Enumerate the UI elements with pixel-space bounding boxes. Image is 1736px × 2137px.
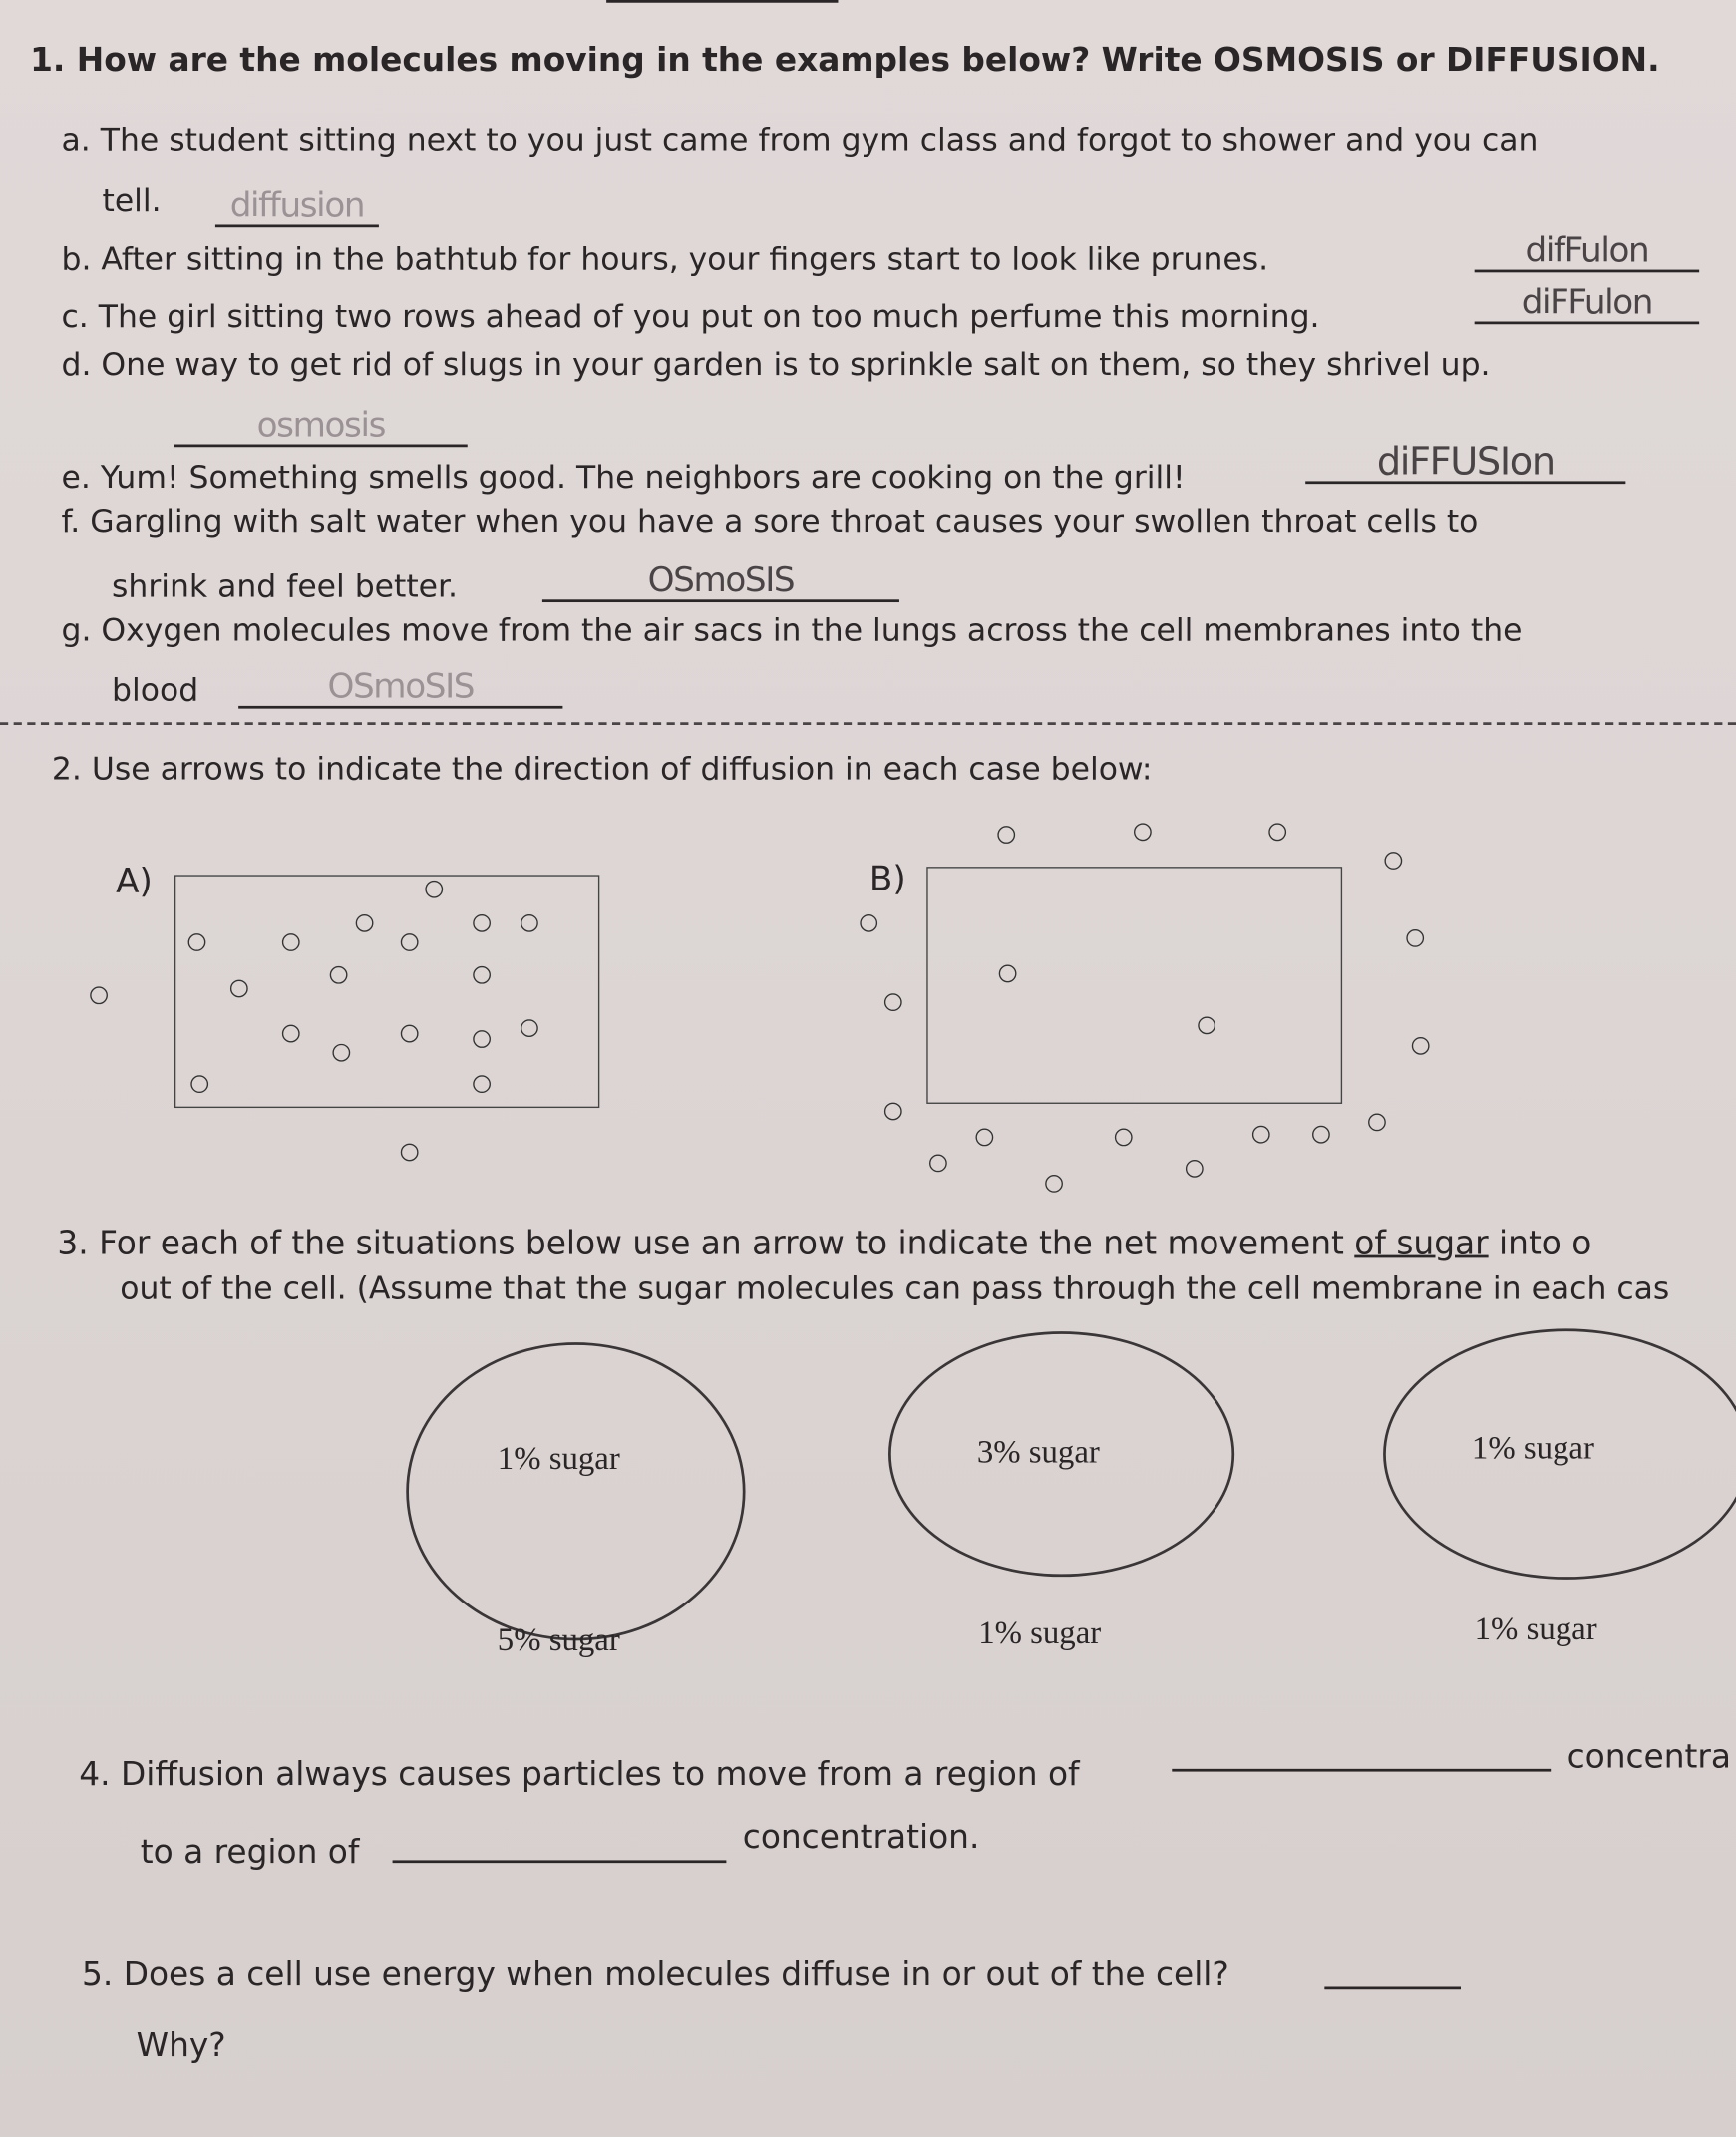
q4-blank-1[interactable] [1172,1769,1551,1772]
q3-prompt2: out of the cell. (Assume that the sugar molecules can pass through the cell membrane in each cas [120,1271,1670,1307]
molecule-dot [190,1075,208,1093]
molecule-dot [1268,823,1286,841]
q1d-text: d. One way to get rid of slugs in your garden is to sprinkle salt on them, so they shrivel up. [61,347,1491,384]
diagram-b-box[interactable] [926,867,1342,1104]
q1g-text: g. Oxygen molecules move from the air sacs in the lungs across the cell membranes into the [61,612,1523,649]
molecule-dot [1412,1037,1430,1055]
molecule-dot [473,914,491,932]
q1c-text: c. The girl sitting two rows ahead of you put on too much perfume this morning. [61,299,1320,336]
top-line [606,0,838,3]
molecule-dot [473,966,491,984]
q5-why: Why? [136,2026,226,2065]
q1g-answer[interactable]: OSmoSIS [238,668,562,709]
molecule-dot [884,1103,902,1121]
molecule-dot [521,914,538,932]
molecule-dot [90,986,108,1004]
q3-prompt-start: 3. For each of the situations below use an arrow to indicate the net movement [57,1224,1355,1262]
molecule-dot [401,1144,419,1162]
q2-label-b: B) [868,858,906,898]
q1c-answer[interactable]: diFFulon [1475,283,1699,324]
q2-prompt: 2. Use arrows to indicate the direction of diffusion in each case below: [51,752,1153,788]
cell-2-inside: 3% sugar [976,1435,1100,1471]
molecule-dot [1312,1126,1330,1144]
q1-prompt: 1. How are the molecules moving in the examples below? Write OSMOSIS or DIFFUSION. [30,40,1660,80]
q4-text2: to a region of [140,1833,360,1872]
molecule-dot [282,1025,300,1043]
q1f-text2: shrink and feel better. [112,569,459,605]
q1d-answer[interactable]: osmosis [174,406,468,447]
q2-label-a: A) [116,861,153,901]
molecule-dot [1115,1129,1133,1147]
q4-blank-2[interactable] [393,1860,727,1863]
molecule-dot [1186,1160,1204,1178]
cell-1-inside: 1% sugar [497,1441,620,1478]
molecule-dot [188,933,206,951]
cell-2-outside: 1% sugar [978,1615,1102,1652]
q3-prompt [57,1224,1591,1261]
molecule-dot [860,914,877,932]
molecule-dot [230,980,248,998]
q1a-text: a. The student sitting next to you just came from gym class and forgot to shower and you can [61,122,1539,159]
molecule-dot [1384,852,1402,870]
q1a-text2: tell. [102,183,162,220]
molecule-dot [425,881,443,898]
cell-3-inside: 1% sugar [1471,1430,1594,1467]
molecule-dot [332,1044,350,1062]
q1e-text: e. Yum! Something smells good. The neighbors are cooking on the grill! [61,460,1186,497]
molecule-dot [401,933,419,951]
q3-prompt-end: into o [1488,1224,1592,1262]
cell-1[interactable] [406,1342,745,1640]
molecule-dot [1198,1016,1215,1034]
molecule-dot [1406,929,1424,947]
molecule-dot [929,1155,947,1173]
molecule-dot [975,1129,993,1147]
cell-3-outside: 1% sugar [1474,1611,1597,1648]
q1e-answer[interactable]: diFFUSIon [1305,443,1625,484]
molecule-dot [1045,1175,1063,1193]
molecule-dot [356,914,374,932]
molecule-dot [997,826,1015,844]
cell-1-outside: 5% sugar [497,1622,620,1659]
q1b-answer[interactable]: difFulon [1475,231,1699,272]
q1f-answer[interactable]: OSmoSIS [542,561,899,602]
molecule-dot [330,966,348,984]
q4-text1: 4. Diffusion always causes particles to move from a region of [79,1755,1080,1794]
q4-text1-end: concentra [1566,1737,1731,1776]
molecule-dot [521,1019,538,1037]
molecule-dot [999,965,1017,983]
q1b-text: b. After sitting in the bathtub for hours, your fingers start to look like prunes. [61,242,1269,278]
section-divider [0,722,1736,725]
q1g-text2: blood [112,673,199,709]
molecule-dot [473,1030,491,1048]
q5-text: 5. Does a cell use energy when molecules diffuse in or out of the cell? [81,1956,1229,1994]
molecule-dot [1134,823,1152,841]
q5-blank[interactable] [1324,1987,1461,1990]
q1a-answer[interactable]: diffusion [215,186,379,227]
molecule-dot [884,993,902,1011]
q1f-text: f. Gargling with salt water when you have a sore throat causes your swollen throat cells to [61,504,1479,540]
molecule-dot [401,1025,419,1043]
q4-text2-end: concentration. [742,1818,980,1857]
molecule-dot [282,933,300,951]
q3-prompt-underlined: of sugar [1354,1224,1489,1262]
molecule-dot [1368,1114,1386,1132]
molecule-dot [473,1075,491,1093]
molecule-dot [1252,1126,1270,1144]
